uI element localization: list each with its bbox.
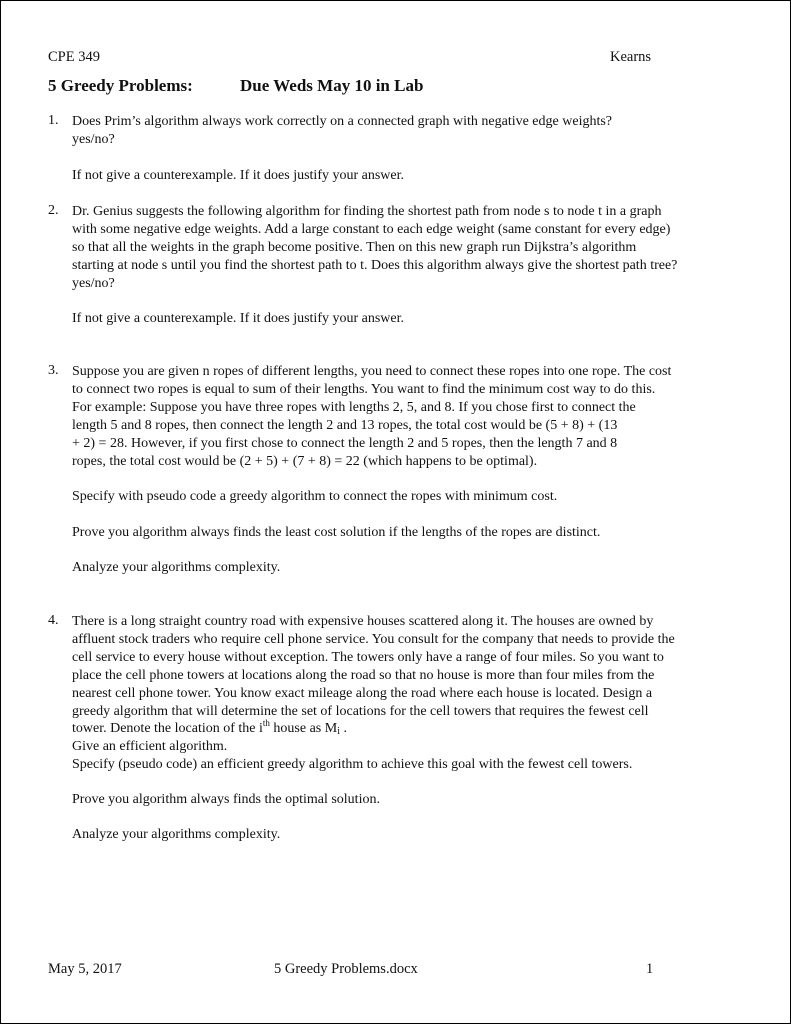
- problem-line: Give an efficient algorithm.: [72, 739, 228, 754]
- problem-line: Suppose you are given n ropes of different lengths, you need to connect these ropes into one rope. The cost: [72, 364, 672, 379]
- problem-number: 1.: [48, 113, 59, 128]
- author-name: Kearns: [610, 49, 652, 65]
- problem-line: greedy algorithm that will determine the set of locations for the cell towers that requires the fewest cell: [72, 704, 649, 719]
- footer-date: May 5, 2017: [48, 961, 122, 977]
- footer-filename: 5 Greedy Problems.docx: [274, 961, 418, 977]
- problem-line: + 2) = 28. However, if you first chose to connect the length 2 and 5 ropes, then the length 7 and 8: [72, 436, 618, 451]
- problem-followup: If not give a counterexample. If it does justify your answer.: [72, 311, 405, 326]
- ordinal-superscript: th: [262, 718, 270, 728]
- problem-line: Does Prim’s algorithm always work correctly on a connected graph with negative edge weights?: [72, 114, 613, 129]
- problem-line: Dr. Genius suggests the following algorithm for finding the shortest path from node s to node t in a graph: [72, 204, 662, 219]
- problem-line: yes/no?: [72, 132, 115, 147]
- problem-followup: Prove you algorithm always finds the least cost solution if the lengths of the ropes are distinct.: [72, 525, 601, 540]
- problem-line: place the cell phone towers at locations along the road so that no house is more than four miles from the: [72, 668, 655, 683]
- footer-page-number: 1: [646, 961, 654, 977]
- problem-line: affluent stock traders who require cell phone service. You consult for the company that needs to provide the: [72, 632, 675, 647]
- problem-followup: Analyze your algorithms complexity.: [72, 827, 281, 842]
- problem-number: 2.: [48, 203, 59, 218]
- course-code: CPE 349: [48, 49, 100, 65]
- problem-line: nearest cell phone tower. You know exact mileage along the road where each house is located. Design a: [72, 686, 653, 701]
- problem-line: starting at node s until you find the shortest path to t. Does this algorithm always give the shortest path tree?: [72, 258, 678, 273]
- problem-line: to connect two ropes is equal to sum of their lengths. You want to find the minimum cost way to do this.: [72, 382, 656, 397]
- problem-line: length 5 and 8 ropes, then connect the length 2 and 13 ropes, the total cost would be (5 + 8) + (13: [72, 418, 618, 433]
- problem-number: 4.: [48, 613, 59, 628]
- problem-line: so that all the weights in the graph become positive. Then on this new graph run Dijkstra’s algorithm: [72, 240, 637, 255]
- problem-followup: Specify with pseudo code a greedy algorithm to connect the ropes with minimum cost.: [72, 489, 558, 504]
- line-text: .: [339, 721, 347, 736]
- line-text: house as M: [269, 721, 338, 736]
- problem-line: ropes, the total cost would be (2 + 5) + (7 + 8) = 22 (which happens to be optimal).: [72, 454, 538, 469]
- problem-line: For example: Suppose you have three ropes with lengths 2, 5, and 8. If you chose first to connect the: [72, 400, 636, 415]
- problem-followup: Analyze your algorithms complexity.: [72, 560, 281, 575]
- problem-line: yes/no?: [72, 276, 115, 291]
- problem-line: There is a long straight country road with expensive houses scattered along it. The houses are owned by: [72, 614, 654, 629]
- problem-followup: Prove you algorithm always finds the optimal solution.: [72, 792, 380, 807]
- index-subscript: i: [337, 726, 340, 737]
- due-date: Due Weds May 10 in Lab: [240, 76, 424, 95]
- problem-followup: If not give a counterexample. If it does justify your answer.: [72, 168, 405, 183]
- problem-line: [72, 720, 347, 738]
- problem-line: cell service to every house without exception. The towers only have a range of four miles. So you want to: [72, 650, 664, 665]
- problem-line: Specify (pseudo code) an efficient greedy algorithm to achieve this goal with the fewest cell towers.: [72, 757, 633, 772]
- document-title: 5 Greedy Problems:: [48, 76, 193, 95]
- line-text: tower. Denote the location of the i: [72, 721, 263, 736]
- problem-line: with some negative edge weights. Add a large constant to each edge weight (same constant for every edge): [72, 222, 671, 237]
- problem-number: 3.: [48, 363, 59, 378]
